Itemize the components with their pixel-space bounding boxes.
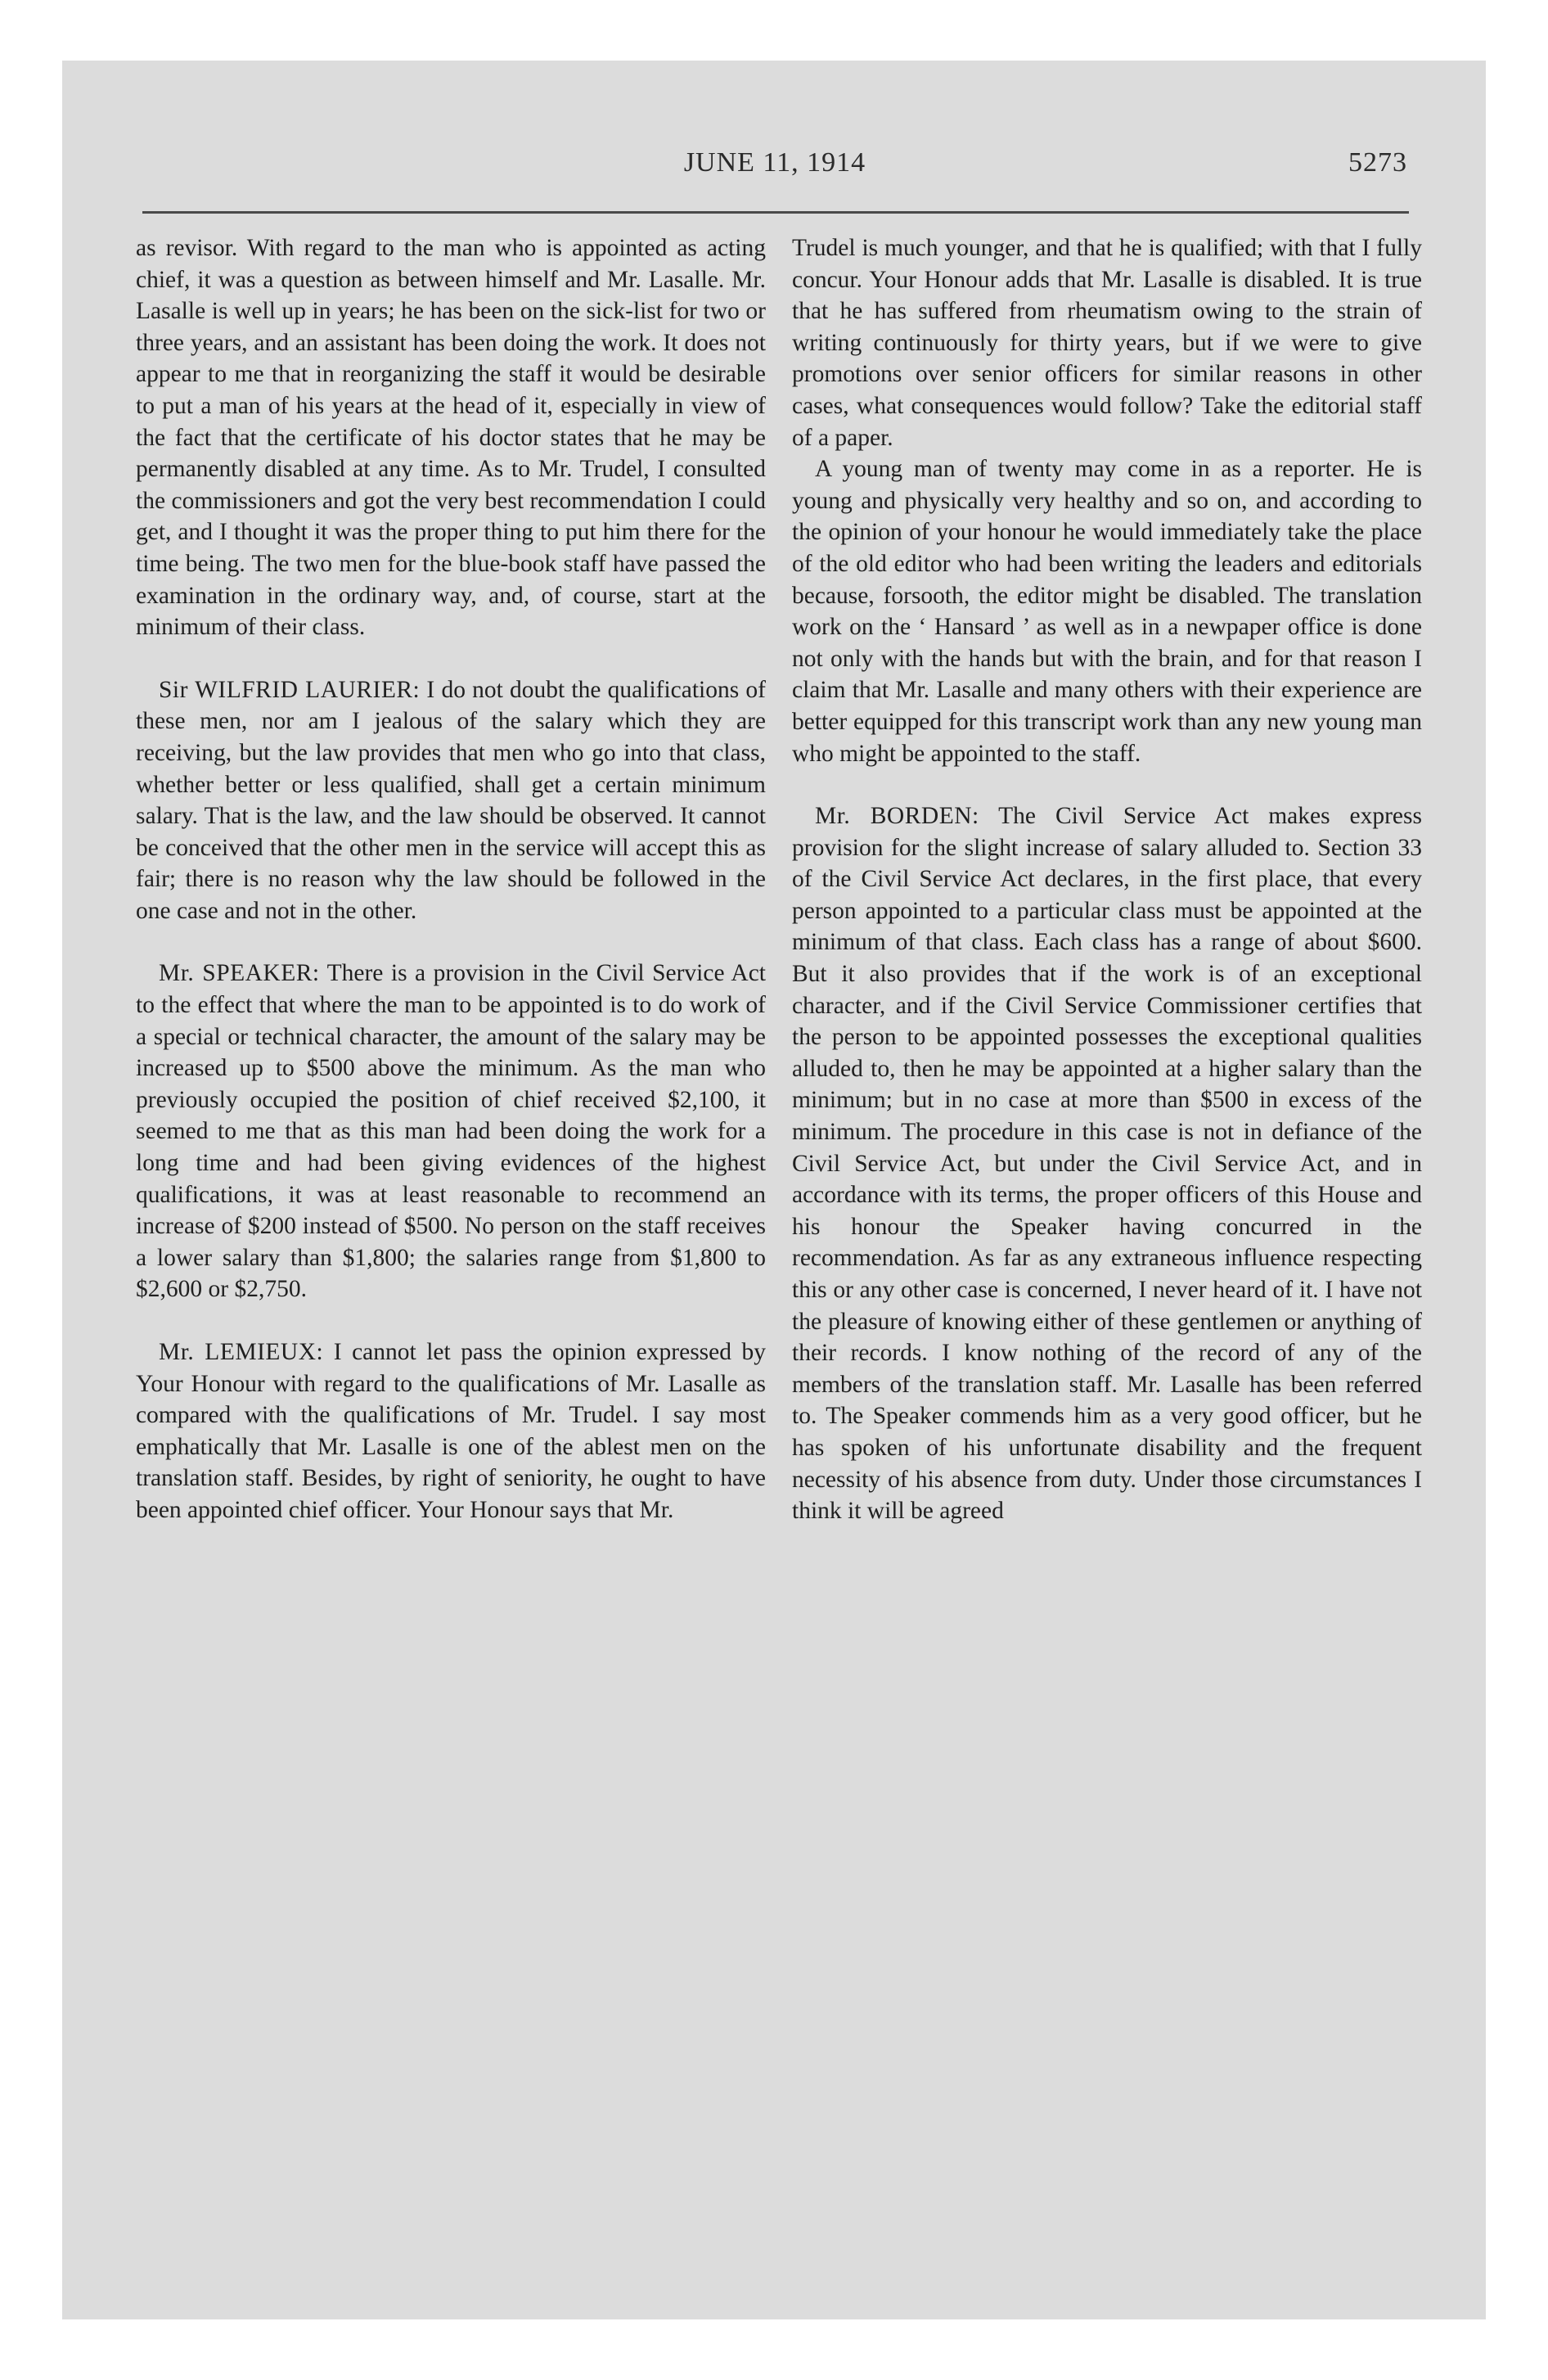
paragraph-text: There is a provision in the Civil Service Act to the effect that where the man to be appointed is to do work of a special or technical character, the amount of the salary may be increased up to $500 above the minimum. As the man who previously occupied the position of chief received $2,100, it seemed to me that as this man had been doing the work for a long time and had been giving evidences of the highest qualifications, it was at least reasonable to recommend an increase of $200 instead of $500. No person on the staff receives a lower salary than $1,800; the salaries range from $1,800 to $2,600 or $2,750. xyxy=(136,960,766,1303)
page-header xyxy=(142,147,1407,188)
speaker-name: Mr. LEMIEUX: xyxy=(159,1339,324,1365)
paragraph-continued-revisor xyxy=(136,232,766,643)
left-column xyxy=(136,232,766,1526)
right-column xyxy=(792,232,1422,1527)
paragraph-borden xyxy=(792,800,1422,1527)
paragraph-text: I cannot let pass the opinion expressed by Your Honour with regard to the qualifications of Mr. Lasalle as compared with the qualifications of Mr. Trudel. I say most emphatically that Mr. Lasalle is one of the ablest men on the translation staff. Besides, by right of seniority, he ought to have been appointed chief officer. Your Honour says that Mr. xyxy=(136,1339,767,1523)
speaker-name: Mr. BORDEN: xyxy=(815,803,979,830)
page-number: 5273 xyxy=(1348,147,1407,178)
paragraph-text: I do not doubt the qualifications of these men, nor am I jealous of the salary which they are receiving, but the law provides that men who go into that class, whether better or less qualified, shall get a certain minimum salary. That is the law, and the law should be observed. It cannot be conceived that the other men in the service will accept this as fair; there is no reason why the law should be followed in the one case and not in the other. xyxy=(136,676,766,924)
paragraph-continued-trudel xyxy=(792,232,1422,453)
speaker-name: Mr. SPEAKER: xyxy=(159,960,320,987)
paragraph-laurier xyxy=(136,674,766,927)
paragraph-speaker xyxy=(136,958,766,1305)
header-rule xyxy=(142,211,1409,214)
paragraph-text: Trudel is much younger, and that he is qualified; with that I fully concur. Your Honour adds that Mr. Lasalle is disabled. It is true that he has suffered from rheumatism owing to the strain of writing continuously for thirty years, but if we were to give promotions over senior officers for similar reasons in other cases, what consequences would follow? Take the editorial staff of a paper. xyxy=(792,235,1422,451)
paragraph-text: A young man of twenty may come in as a reporter. He is young and physically very healthy and so on, and according to the opinion of your honour he would immediately take the place of the old editor who had been writing the leaders and editorials because, forsooth, the editor might be disabled. The translation work on the ‘ Hansard ’ as well as in a newpaper office is done not only with the hands but with the brain, and for that reason I claim that Mr. Lasalle and many others with their experience are better equipped for this transcript work than any new young man who might be appointed to the staff. xyxy=(792,456,1422,767)
paragraph-lemieux xyxy=(136,1336,766,1526)
paragraph-text: The Civil Service Act makes express provision for the slight increase of salary alluded to. Section 33 of the Civil Service Act declares, in the first place, that every person appointed to a particular class must be appointed at the minimum of that class. Each class has a range of about $600. But it also provides that if the work is of an exceptional character, and if the Civil Service Commissioner certifies that the person to be appointed possesses the exceptional qualities alluded to, then he may be appointed at a higher salary than the minimum; but in no case at more than $500 in excess of the minimum. The procedure in this case is not in defiance of the Civil Service Act, but under the Civil Service Act, and in accordance with its terms, the proper officers of this House and his honour the Speaker having concurred in the recommendation. As far as any extraneous influence respecting this or any other case is concerned, I never heard of it. I have not the pleasure of knowing either of these gentlemen or anything of their records. I know nothing of the record of any of the members of the translation staff. Mr. Lasalle has been referred to. The Speaker commends him as a very good officer, but he has spoken of his unfortunate disability and the frequent necessity of his absence from duty. Under those circumstances I think it will be agreed xyxy=(792,803,1422,1525)
speaker-name: Sir WILFRID LAURIER: xyxy=(159,676,421,703)
header-date: JUNE 11, 1914 xyxy=(683,147,866,178)
paragraph-text: as revisor. With regard to the man who is appointed as acting chief, it was a question as between himself and Mr. Lasalle. Mr. Lasalle is well up in years; he has been on the sick-list for two or three years, and an assistant has been doing the work. It does not appear to me that in reorganizing the staff it would be desirable to put a man of his years at the head of it, especially in view of the fact that the certificate of his doctor states that he may be permanently disabled at any time. As to Mr. Trudel, I consulted the commissioners and got the very best recommendation I could get, and I thought it was the proper thing to put him there for the time being. The two men for the blue-book staff have passed the examination in the ordinary way, and, of course, start at the minimum of their class. xyxy=(136,235,766,641)
paragraph-young-man xyxy=(792,453,1422,769)
